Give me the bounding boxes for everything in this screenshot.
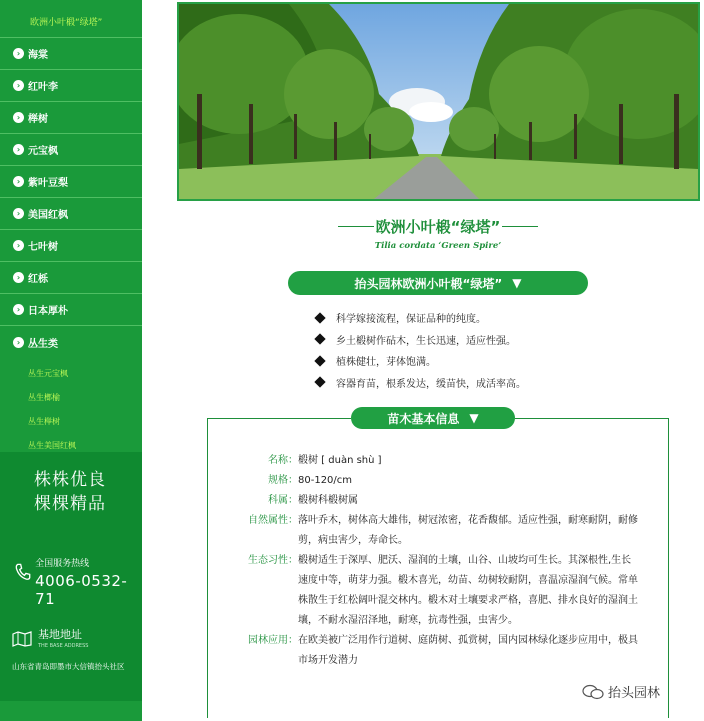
- info-value: 80-120/cm: [298, 475, 353, 486]
- sidebar-item-label: 日本厚朴: [28, 306, 68, 317]
- sidebar-sub-item[interactable]: 丛生榔榆: [28, 393, 60, 402]
- arrow-circle-icon: ›: [13, 272, 24, 283]
- info-key: 自然属性：: [248, 515, 298, 526]
- slogan-line: 株株优良: [34, 470, 106, 490]
- arrow-circle-icon: ›: [13, 144, 24, 155]
- info-value: 落叶乔木，树体高大雄伟，树冠浓密，花香馥郁。适应性强，耐寒耐阴，耐修剪，病虫害少，寿命长。: [298, 515, 638, 546]
- infobox-border: [207, 418, 351, 419]
- address: [12, 626, 128, 673]
- sidebar-item-label: 榉树: [28, 114, 48, 125]
- address-label: 基地地址: [38, 628, 82, 641]
- section-header-label: 抬头园林欧洲小叶椴“绿塔”: [354, 276, 503, 291]
- arrow-circle-icon: ›: [13, 304, 24, 315]
- sidebar-item-label: 美国红枫: [28, 210, 68, 221]
- list-item-text: 容器育苗，根系发达，缓苗快，成活率高。: [336, 378, 526, 390]
- phone-icon: [14, 562, 31, 582]
- list-item-text: 植株健壮，芽体饱满。: [336, 357, 436, 369]
- arrow-circle-icon: ›: [13, 240, 24, 251]
- sidebar-item-label: 丛生类: [28, 338, 58, 350]
- list-item: [316, 329, 526, 351]
- sidebar-item-meiguohongfeng[interactable]: [0, 198, 142, 230]
- tree-avenue-photo: [177, 2, 700, 201]
- sidebar: [0, 0, 142, 721]
- section-header-info: [351, 407, 515, 429]
- info-row: [238, 511, 638, 551]
- info-value: 椴树 [ duàn shù ]: [298, 455, 382, 466]
- sidebar-item-yuanbaofeng[interactable]: [0, 134, 142, 166]
- sidebar-item-label: 海棠: [28, 50, 48, 61]
- tree-avenue-illustration: [179, 4, 698, 199]
- sidebar-contact-panel: [0, 452, 142, 701]
- section-header-label: 苗木基本信息: [387, 411, 460, 426]
- arrow-circle-icon: ›: [13, 176, 24, 187]
- info-value: 椴树科椴树属: [298, 495, 358, 506]
- info-row: [238, 471, 638, 491]
- list-item: [316, 350, 526, 372]
- sidebar-item-jushu[interactable]: [0, 102, 142, 134]
- info-key: 科属：: [268, 495, 298, 506]
- arrow-circle-icon: ›: [13, 337, 24, 348]
- hotline: [14, 556, 142, 608]
- arrow-circle-icon: ›: [13, 48, 24, 59]
- list-item: [316, 307, 526, 329]
- page-title: 欧洲小叶椴“绿塔”: [375, 218, 501, 236]
- info-value: 椴树适生于深厚、肥沃、湿润的土壤，山谷、山坡均可生长。其深根性,生长速度中等，萌芽力强。椴木喜光，幼苗、幼树较耐阴，喜温凉湿润气候。常单株散生于红松阔叶混交林内。椴木对土壤要求严格，喜肥、排水良好的湿润土壤，不耐水湿沼泽地，耐寒，抗毒性强，虫害少。: [298, 555, 638, 626]
- info-value: 在欧美被广泛用作行道树、庭荫树、孤赏树，国内园林绿化逐步应用中，极具市场开发潜力: [298, 635, 638, 666]
- list-item: [316, 372, 526, 394]
- sidebar-item-ribenhoupo[interactable]: [0, 294, 142, 326]
- watermark-text: 抬头园林: [608, 686, 661, 701]
- sidebar-item-hongli[interactable]: [0, 262, 142, 294]
- diamond-bullet-icon: [314, 377, 325, 388]
- sidebar-header[interactable]: 欧洲小叶椴“绿塔”: [0, 0, 142, 38]
- sidebar-item-congshenglei[interactable]: [0, 326, 142, 358]
- sidebar-sub-item[interactable]: 丛生元宝枫: [28, 369, 68, 378]
- arrow-circle-icon: ›: [13, 208, 24, 219]
- address-label-en: THE BASE ADDRESS: [38, 643, 89, 649]
- sidebar-sub-list: [0, 358, 142, 458]
- section-header-features: [288, 271, 588, 295]
- info-row: [238, 551, 638, 631]
- sidebar-item-ziyedouli[interactable]: [0, 166, 142, 198]
- list-item-text: 乡土椴树作砧木，生长迅速，适应性强。: [336, 335, 516, 347]
- infobox-border: [515, 418, 669, 419]
- hotline-number[interactable]: 4006-0532-71: [35, 572, 128, 608]
- sidebar-item-label: 七叶树: [28, 242, 58, 253]
- title-divider: [338, 226, 374, 227]
- sidebar-item-label: 红栎: [28, 274, 48, 285]
- triangle-down-icon: ▼: [469, 411, 479, 425]
- slogan-line: 棵棵精品: [34, 494, 106, 514]
- sidebar-sub-item[interactable]: 丛生美国红枫: [28, 441, 76, 450]
- info-key: 园林应用：: [248, 635, 298, 646]
- infobox-border: [207, 418, 208, 718]
- address-text: 山东省青岛即墨市大信镇抬头社区: [12, 662, 125, 671]
- map-icon: [12, 629, 32, 647]
- diamond-bullet-icon: [314, 312, 325, 323]
- product-title: [318, 216, 558, 251]
- sidebar-item-label: 紫叶豆梨: [28, 178, 68, 189]
- info-key: 名称：: [268, 455, 298, 466]
- sidebar-sub-item[interactable]: 丛生榉树: [28, 417, 60, 426]
- diamond-bullet-icon: [314, 355, 325, 366]
- hotline-label: 全国服务热线: [35, 559, 90, 569]
- arrow-circle-icon: ›: [13, 80, 24, 91]
- infobox-border: [668, 418, 669, 718]
- list-item-text: 科学嫁接流程，保证品种的纯度。: [336, 314, 486, 326]
- arrow-circle-icon: ›: [13, 112, 24, 123]
- sidebar-item-hongyeli[interactable]: [0, 70, 142, 102]
- info-key: 生态习性：: [248, 555, 298, 566]
- watermark: [582, 682, 660, 701]
- feature-list: [316, 307, 526, 393]
- info-row: [238, 631, 638, 671]
- sidebar-item-label: 红叶李: [28, 82, 58, 93]
- sidebar-item-label: 元宝枫: [28, 146, 58, 157]
- info-key: 规格：: [268, 475, 298, 486]
- sidebar-item-qiyeshu[interactable]: [0, 230, 142, 262]
- info-row: [238, 491, 638, 511]
- latin-name: Tilia cordata ‘Green Spire’: [374, 241, 502, 251]
- info-row: [238, 451, 638, 471]
- wechat-icon: [582, 684, 604, 700]
- diamond-bullet-icon: [314, 334, 325, 345]
- triangle-down-icon: ▼: [512, 276, 522, 290]
- slogan: [0, 452, 142, 516]
- basic-info: [238, 451, 638, 671]
- sidebar-item-haitang[interactable]: [0, 38, 142, 70]
- title-divider: [502, 226, 538, 227]
